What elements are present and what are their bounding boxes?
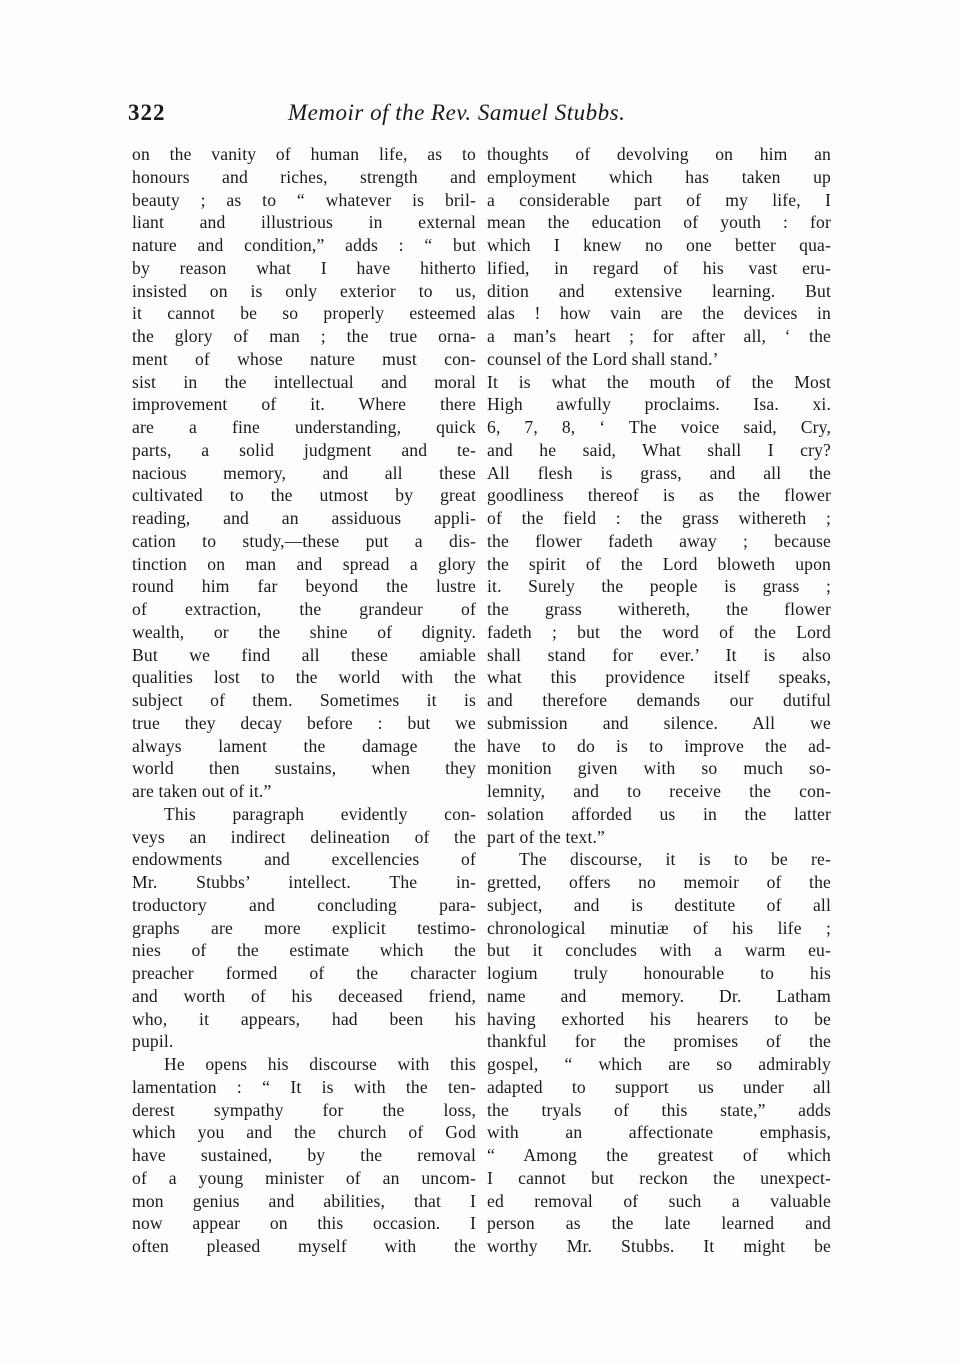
text-line: All flesh is grass, and all the [487, 462, 831, 483]
text-line: endowments and excellencies of [132, 849, 476, 870]
text-line: now appear on this occasion. I [132, 1213, 476, 1234]
text-line: derest sympathy for the loss, [132, 1099, 476, 1120]
text-line: the spirit of the Lord bloweth upon [487, 553, 831, 574]
text-line: graphs are more explicit testimo- [132, 917, 476, 938]
text-line: world then sustains, when they [132, 758, 476, 779]
text-line: part of the text.” [487, 826, 605, 847]
text-line: But we find all these amiable [132, 644, 476, 665]
text-line: true they decay before : but we [132, 712, 476, 733]
text-line: worthy Mr. Stubbs. It might be [487, 1236, 831, 1256]
text-line: nacious memory, and all these [132, 462, 476, 483]
text-line: This paragraph evidently con- [164, 803, 476, 824]
text-line: 6, 7, 8, ‘ The voice said, Cry, [487, 417, 831, 437]
text-line: shall stand for ever.’ It is also [487, 644, 831, 665]
text-line: cation to study,—these put a dis- [132, 530, 476, 551]
text-line: who, it appears, had been his [132, 1008, 476, 1029]
text-line: He opens his discourse with this [164, 1054, 476, 1074]
text-line: fadeth ; but the word of the Lord [487, 621, 831, 642]
text-line: goodliness thereof is as the flower [487, 485, 831, 506]
text-line: the tryals of this state,” adds [487, 1099, 831, 1120]
text-line: counsel of the Lord shall stand.’ [487, 348, 719, 369]
text-line: a man’s heart ; for after all, ‘ the [487, 326, 831, 346]
text-line: the glory of man ; the true orna- [132, 326, 476, 346]
running-head [128, 100, 832, 136]
text-line: it cannot be so properly esteemed [132, 303, 476, 324]
text-line: thoughts of devolving on him an [487, 144, 831, 164]
text-line: which you and the church of God [132, 1122, 476, 1143]
text-line: parts, a solid judgment and te- [132, 439, 476, 460]
text-line: preacher formed of the character [132, 963, 476, 983]
text-line: the flower fadeth away ; because [487, 530, 831, 551]
text-line: of extraction, the grandeur of [132, 599, 476, 619]
text-line: veys an indirect delineation of the [132, 826, 476, 847]
text-line: round him far beyond the lustre [132, 576, 476, 597]
text-line: sist in the intellectual and moral [132, 371, 476, 392]
text-line: and he said, What shall I cry? [487, 439, 831, 460]
text-line: lemnity, and to receive the con- [487, 781, 831, 801]
text-line: gospel, “ which are so admirably [487, 1054, 831, 1074]
left-text-column [132, 143, 476, 1258]
text-line: Mr. Stubbs’ intellect. The in- [132, 872, 476, 892]
text-line: lamentation : “ It is with the ten- [132, 1076, 476, 1097]
text-line: which I knew no one better qua- [487, 235, 831, 255]
text-line: “ Among the greatest of which [487, 1145, 831, 1165]
text-line: of a young minister of an uncom- [132, 1167, 476, 1188]
page-number: 322 [128, 100, 166, 125]
text-line: It is what the mouth of the Most [487, 371, 831, 392]
text-line: have to do is to improve the ad- [487, 735, 831, 756]
text-line: submission and silence. All we [487, 712, 831, 733]
text-line: a considerable part of my life, I [487, 189, 831, 210]
text-line: have sustained, by the removal [132, 1145, 476, 1165]
text-line: with an affectionate emphasis, [487, 1122, 831, 1143]
text-line: and worth of his deceased friend, [132, 985, 476, 1006]
text-line: subject, and is destitute of all [487, 894, 831, 915]
text-line: liant and illustrious in external [132, 212, 476, 233]
text-line: solation afforded us in the latter [487, 803, 831, 824]
text-line: ed removal of such a valuable [487, 1190, 831, 1211]
right-text-column [487, 143, 831, 1258]
text-line: wealth, or the shine of dignity. [132, 621, 476, 642]
text-line: of the field : the grass withereth ; [487, 508, 831, 528]
text-line: The discourse, it is to be re- [519, 849, 831, 870]
text-line: thankful for the promises of the [487, 1031, 831, 1052]
text-line: lified, in regard of his vast eru- [487, 257, 831, 278]
text-line: employment which has taken up [487, 166, 831, 187]
text-line: having exhorted his hearers to be [487, 1008, 831, 1029]
text-line: cultivated to the utmost by great [132, 485, 476, 506]
text-line: tinction on man and spread a glory [132, 553, 476, 574]
text-line: mon genius and abilities, that I [132, 1190, 476, 1211]
text-line: what this providence itself speaks, [487, 667, 831, 688]
text-line: nature and condition,” adds : “ but [132, 235, 476, 255]
text-line: logium truly honourable to his [487, 963, 831, 983]
text-line: dition and extensive learning. But [487, 280, 831, 301]
text-line: reading, and an assiduous appli- [132, 508, 476, 528]
text-line: monition given with so much so- [487, 758, 831, 779]
text-line: by reason what I have hitherto [132, 257, 476, 278]
text-line: always lament the damage the [132, 735, 476, 756]
text-line: are taken out of it.” [132, 781, 272, 801]
text-line: often pleased myself with the [132, 1236, 476, 1256]
text-line: on the vanity of human life, as to [132, 144, 476, 164]
text-line: are a fine understanding, quick [132, 417, 476, 437]
text-line: pupil. [132, 1031, 174, 1052]
text-line: ment of whose nature must con- [132, 348, 476, 369]
text-line: and therefore demands our dutiful [487, 690, 831, 710]
text-line: improvement of it. Where there [132, 394, 476, 415]
text-line: chronological minutiæ of his life ; [487, 917, 831, 938]
text-line: subject of them. Sometimes it is [132, 690, 476, 710]
text-line: insisted on is only exterior to us, [132, 280, 476, 301]
text-line: name and memory. Dr. Latham [487, 985, 831, 1006]
text-line: mean the education of youth : for [487, 212, 831, 233]
text-line: honours and riches, strength and [132, 166, 476, 187]
text-line: High awfully proclaims. Isa. xi. [487, 394, 831, 415]
text-line: it. Surely the people is grass ; [487, 576, 831, 597]
text-line: person as the late learned and [487, 1213, 831, 1234]
text-line: the grass withereth, the flower [487, 599, 831, 619]
text-line: gretted, offers no memoir of the [487, 872, 831, 892]
running-title: Memoir of the Rev. Samuel Stubbs. [288, 100, 626, 125]
text-line: I cannot but reckon the unexpect- [487, 1167, 831, 1188]
text-line: troductory and concluding para- [132, 894, 476, 915]
text-line: qualities lost to the world with the [132, 667, 476, 688]
text-line: adapted to support us under all [487, 1076, 831, 1097]
text-line: alas ! how vain are the devices in [487, 303, 831, 324]
text-line: nies of the estimate which the [132, 940, 476, 961]
text-line: but it concludes with a warm eu- [487, 940, 831, 961]
text-line: beauty ; as to “ whatever is bril- [132, 189, 476, 210]
